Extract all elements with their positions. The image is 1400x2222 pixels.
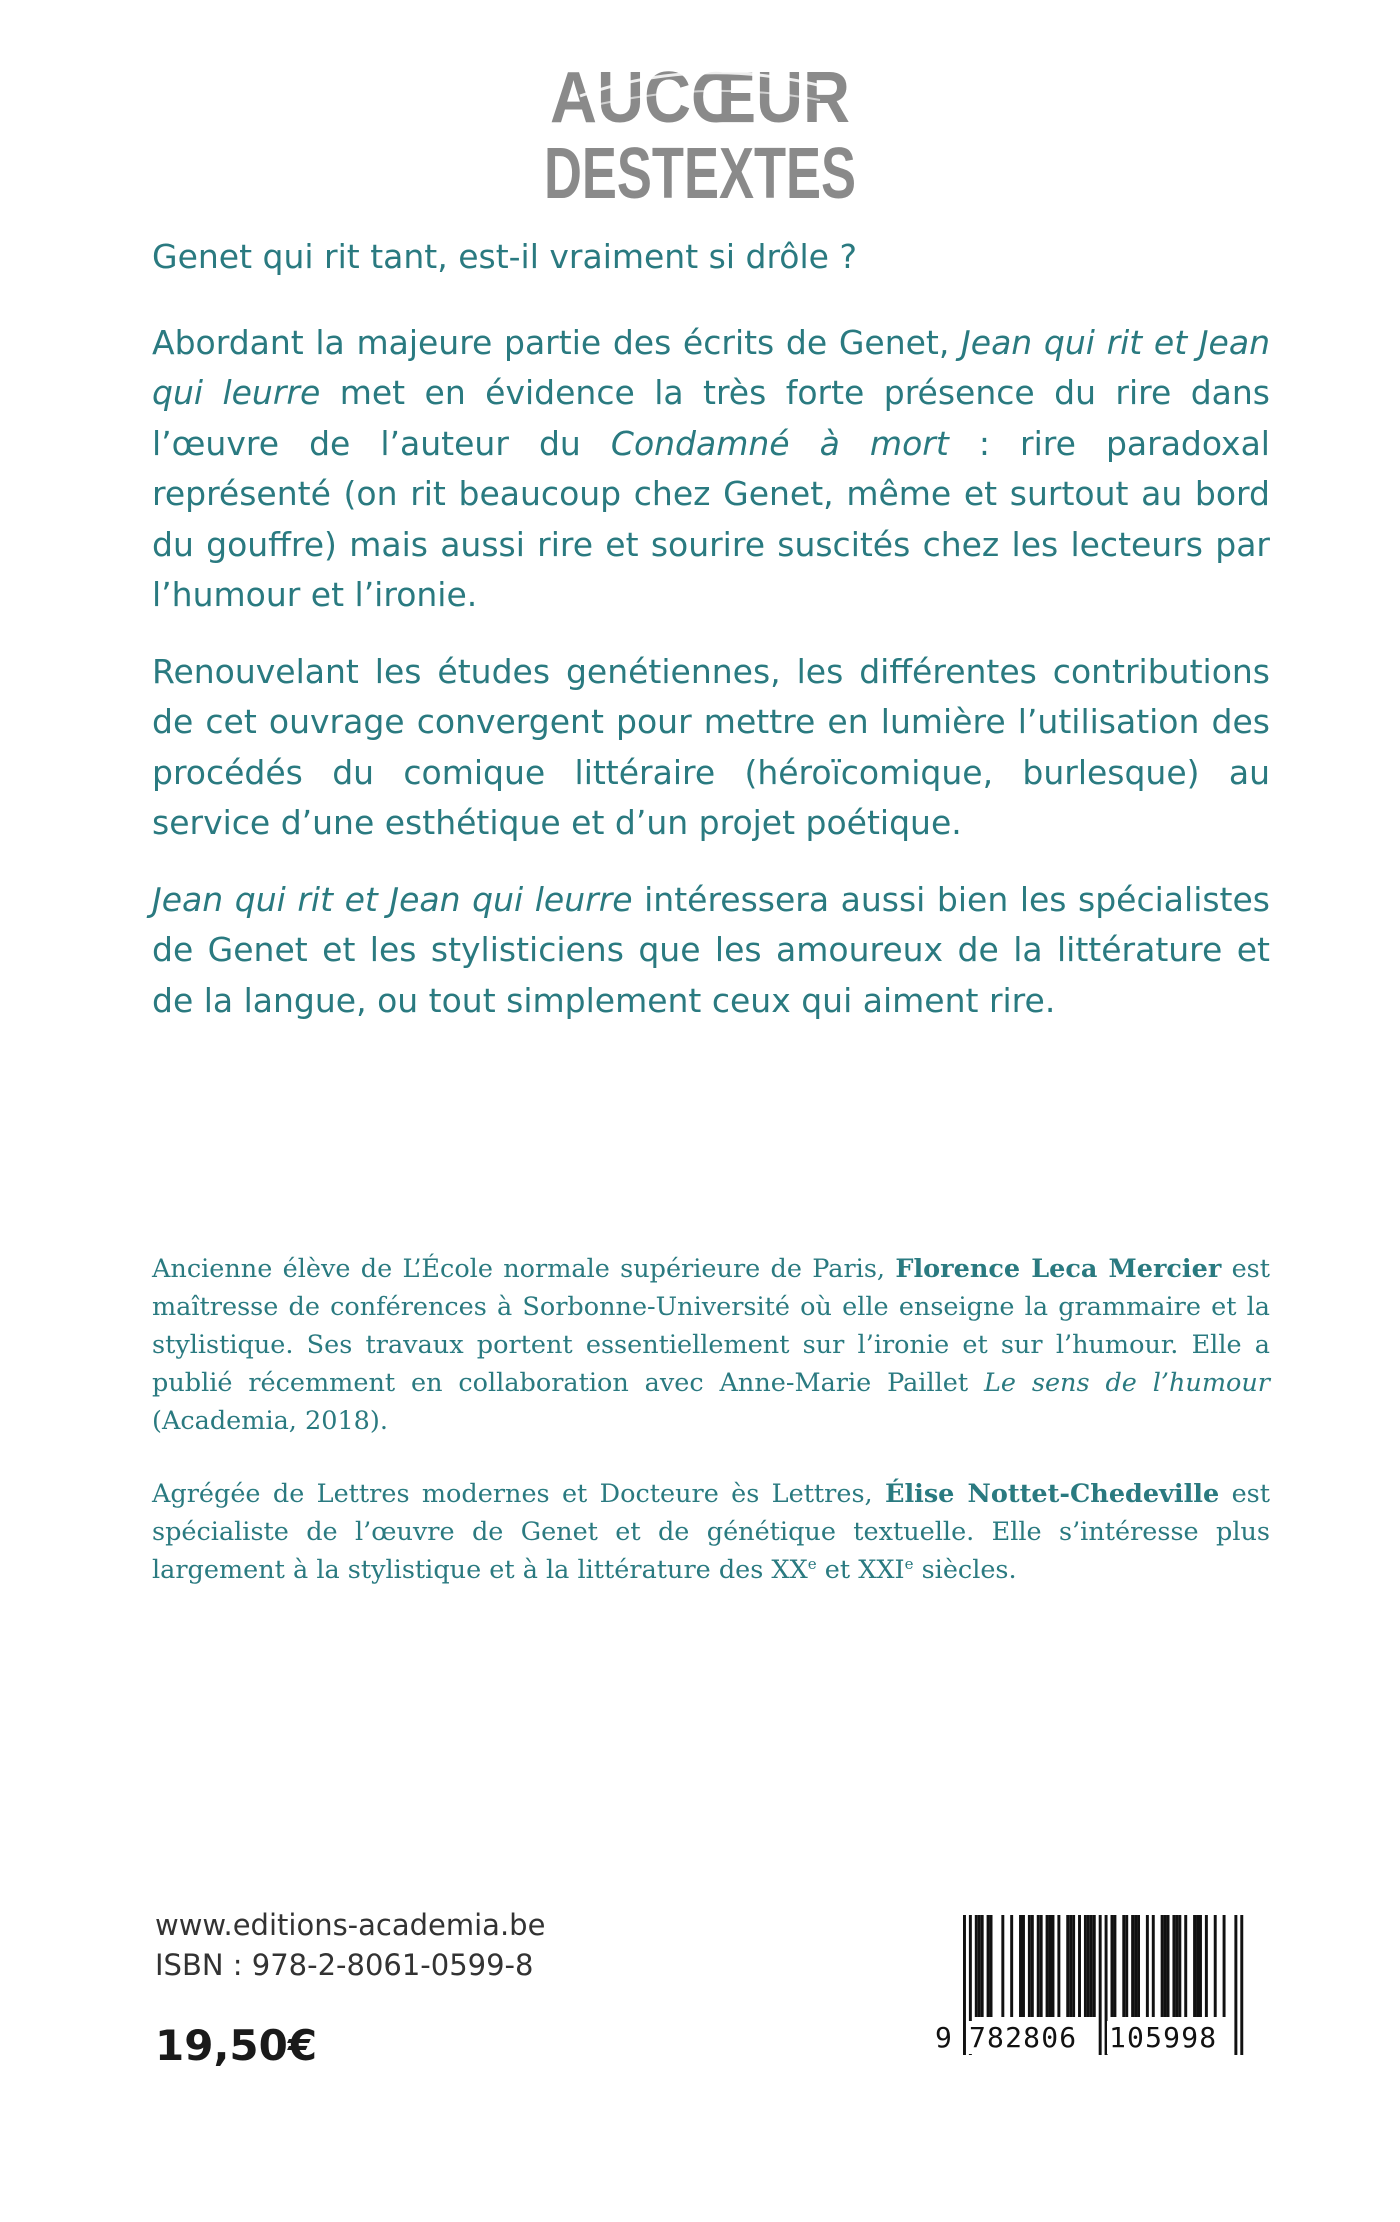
barcode-digits-left: 782806	[969, 2021, 1078, 2054]
blurb-paragraph-1: Abordant la majeure partie des écrits de Genet, Jean qui rit et Jean qui leurre met en évidence la très forte présence du rire dans l’œuvre de l’auteur du Condamné à mort : rire paradoxal représenté (on rit beaucoup chez Genet, même et surtout au bord du gouffre) mais aussi rire et sourire suscités chez les lecteurs par l’humour et l’ironie.	[152, 322, 1270, 614]
blurb-paragraph-3: Jean qui rit et Jean qui leurre intéressera aussi bien les spécialistes de Genet et les stylisticiens que les amoureux de la littérature et de la langue, ou tout simplement ceux qui aiment rire.	[152, 879, 1270, 1020]
isbn: ISBN : 978-2-8061-0599-8	[155, 1948, 534, 1982]
series-logo	[540, 58, 860, 214]
publisher-website: www.editions-academia.be	[155, 1908, 546, 1942]
barcode-first-digit: 9	[935, 2021, 952, 2054]
blurb-text	[152, 232, 1270, 1052]
publisher-info	[155, 1905, 545, 2070]
barcode-digits-right: 105998	[1109, 2021, 1218, 2054]
work-title: Condamné à mort	[610, 423, 949, 463]
author-name: Élise Nottet-Chedeville	[885, 1479, 1220, 1509]
author-bio-2: Agrégée de Lettres modernes et Docteure ès Lettres, Élise Nottet-Chedeville est spécialiste de l’œuvre de Genet et de génétique textuelle. Elle s’intéresse plus largement à la stylistique et à la littérature des XXe et XXIe siècles.	[152, 1479, 1270, 1585]
logo-line-1: AUCŒUR	[550, 58, 850, 138]
author-bio-1: Ancienne élève de L’École normale supérieure de Paris, Florence Leca Mercier est maîtresse de conférences à Sorbonne-Université où elle enseigne la grammaire et la stylistique. Ses travaux portent essentiellement sur l’ironie et sur l’humour. Elle a publié récemment en collaboration avec Anne-Marie Paillet Le sens de l’humour (Academia, 2018).	[152, 1254, 1270, 1436]
book-reference: Le sens de l’humour	[983, 1368, 1270, 1398]
book-title: Jean qui rit et Jean qui leurre	[152, 879, 633, 919]
author-bios	[152, 1250, 1270, 1624]
blurb-question: Genet qui rit tant, est-il vraiment si drôle ?	[152, 237, 857, 276]
isbn-barcode	[935, 1915, 1253, 2060]
logo-line-2: DESTEXTES	[544, 134, 856, 214]
author-name: Florence Leca Mercier	[895, 1254, 1222, 1284]
price: 19,50€	[155, 2021, 318, 2070]
book-title: Jean qui rit et Jean qui leurre	[152, 322, 1270, 412]
blurb-paragraph-2: Renouvelant les études genétiennes, les différentes contributions de cet ouvrage convergent pour mettre en lumière l’utilisation des procédés du comique littéraire (héroïcomique, burlesque) au service d’une esthétique et d’un projet poétique.	[152, 651, 1270, 842]
